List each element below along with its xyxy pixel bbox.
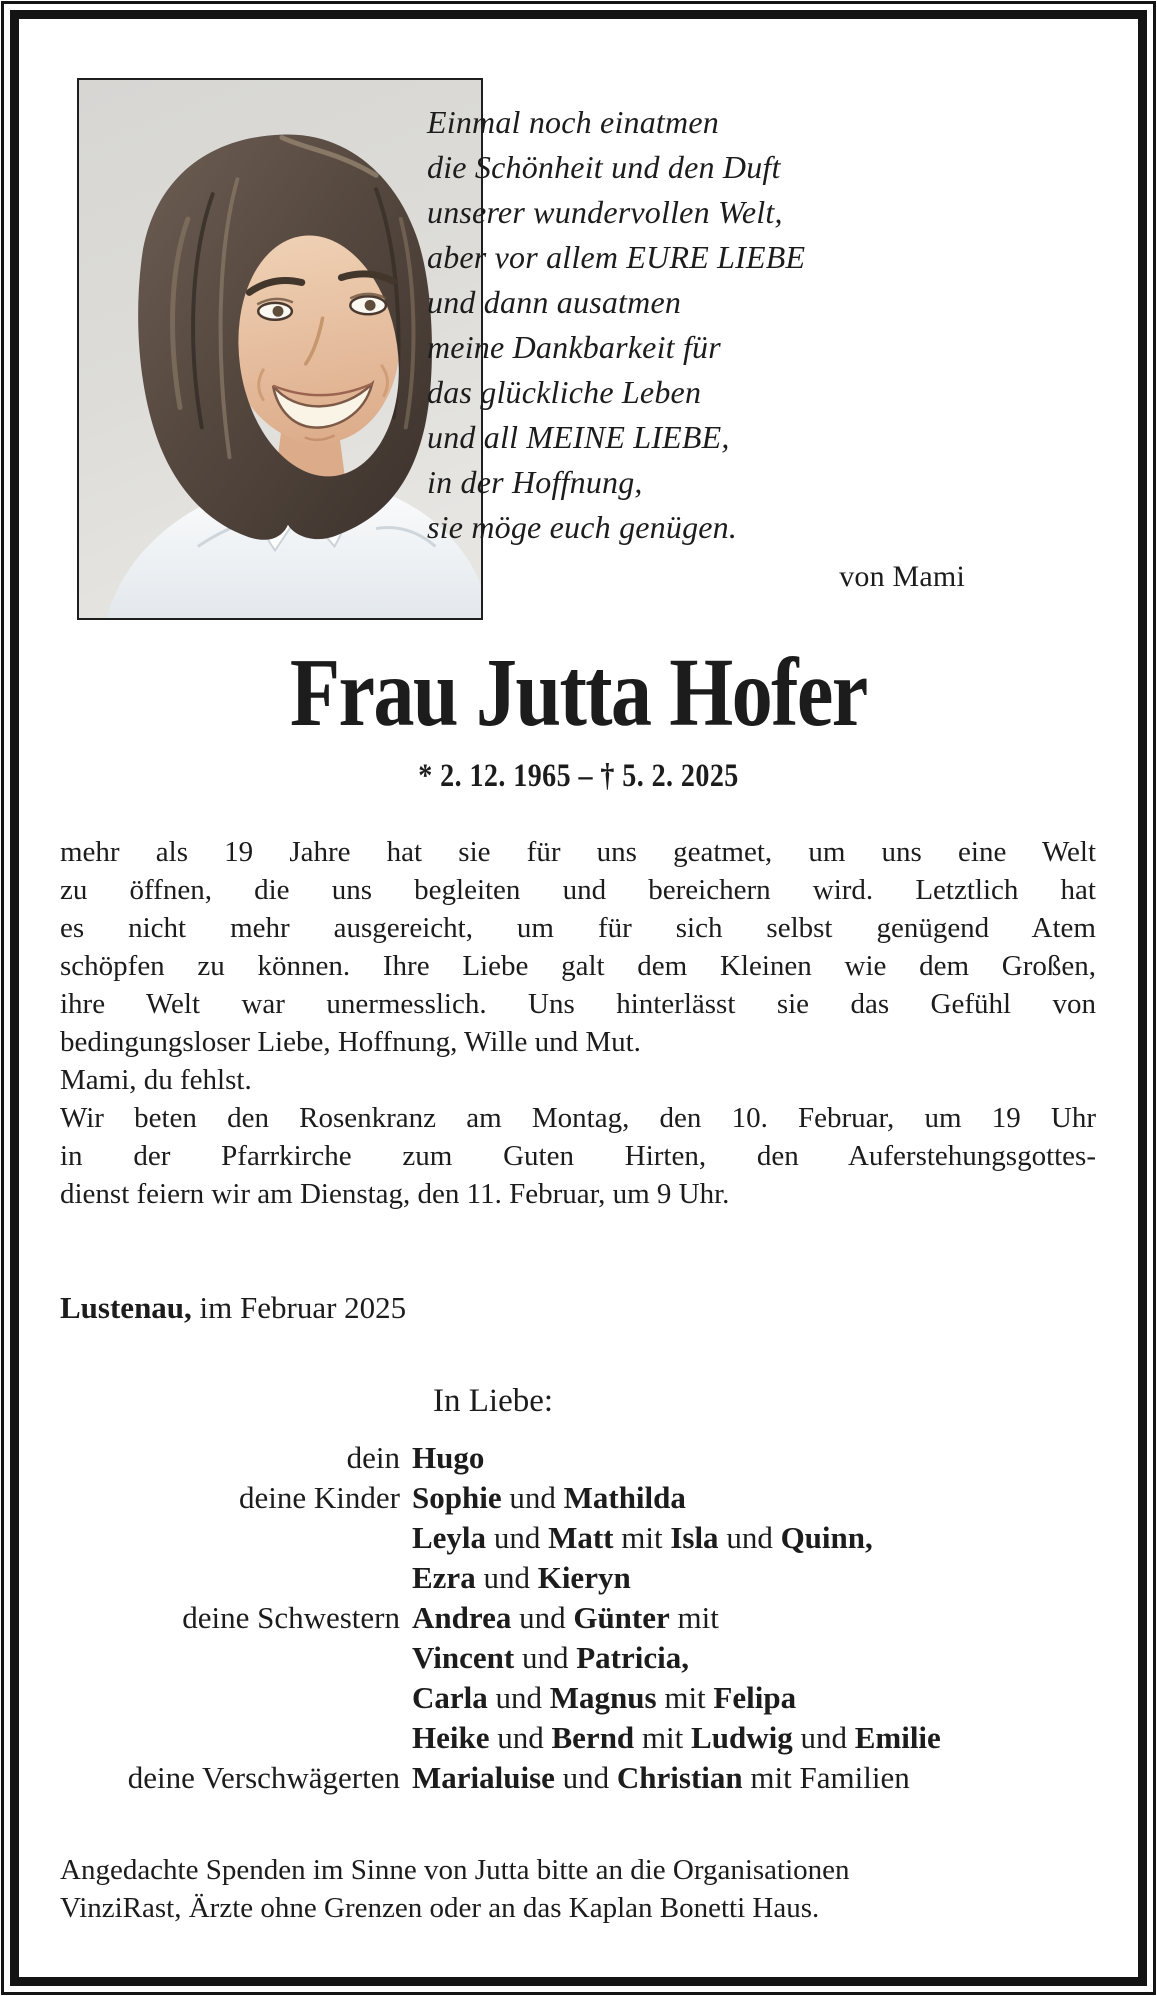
mourner-names bbox=[412, 1678, 1110, 1718]
relation-label bbox=[60, 1518, 400, 1558]
connector: und bbox=[501, 1480, 564, 1515]
hair bbox=[138, 134, 432, 539]
poem-line: die Schönheit und den Duft bbox=[427, 149, 781, 185]
mourner-names bbox=[412, 1438, 1110, 1478]
deceased-name: Frau Jutta Hofer bbox=[290, 639, 867, 747]
obituary-line: in der Pfarrkirche zum Guten Hirten, den Auferstehungsgottes- bbox=[60, 1140, 1096, 1172]
mourner-names bbox=[412, 1598, 1110, 1638]
mourner-name: Marialuise bbox=[412, 1760, 555, 1795]
connector: und bbox=[486, 1520, 549, 1555]
relation-label: deine Kinder bbox=[239, 1480, 400, 1515]
mourner-name: Ezra bbox=[412, 1560, 476, 1595]
connector: und bbox=[475, 1560, 538, 1595]
relation-label: deine Verschwägerten bbox=[127, 1760, 400, 1795]
connector: und bbox=[792, 1720, 855, 1755]
obituary-line: es nicht mehr ausgereicht, um für sich selbst genügend Atem bbox=[60, 912, 1096, 944]
mourner-names bbox=[412, 1518, 1110, 1558]
connector: und bbox=[487, 1680, 550, 1715]
poem-line: unserer wundervollen Welt, bbox=[427, 194, 783, 230]
donations-line: VinziRast, Ärzte ohne Grenzen oder an das Kaplan Bonetti Haus. bbox=[60, 1892, 820, 1924]
mourner-name: Heike bbox=[412, 1720, 490, 1755]
place-name: Lustenau, bbox=[60, 1290, 192, 1325]
portrait-photo bbox=[77, 78, 483, 620]
connector: mit bbox=[634, 1720, 692, 1755]
obituary-line: Mami, du fehlst. bbox=[60, 1064, 252, 1096]
mourner-name: Kieryn bbox=[537, 1560, 631, 1595]
connector: mit bbox=[613, 1520, 671, 1555]
mourner-row bbox=[60, 1438, 1110, 1478]
mourner-row bbox=[60, 1638, 1110, 1678]
mourner-name: Andrea bbox=[412, 1600, 512, 1635]
mourner-name: Christian bbox=[616, 1760, 743, 1795]
mourner-name: Carla bbox=[412, 1680, 488, 1715]
closing-heading: In Liebe: bbox=[433, 1383, 554, 1419]
obituary-line: Wir beten den Rosenkranz am Montag, den 10. Februar, um 19 Uhr bbox=[60, 1102, 1096, 1134]
portrait-illustration bbox=[79, 80, 481, 618]
mourner-name: Mathilda bbox=[563, 1480, 686, 1515]
relation-label bbox=[60, 1718, 400, 1758]
poem-line: meine Dankbarkeit für bbox=[427, 329, 721, 365]
relation-label: dein bbox=[346, 1440, 400, 1475]
connector: und bbox=[718, 1520, 781, 1555]
place-date: im Februar 2025 bbox=[191, 1290, 407, 1325]
mourner-names bbox=[412, 1718, 1110, 1758]
poem-line: sie möge euch genügen. bbox=[427, 509, 738, 545]
mourner-name: Magnus bbox=[549, 1680, 657, 1715]
mourner-name: Vincent bbox=[412, 1640, 515, 1675]
mourner-names bbox=[412, 1638, 1110, 1678]
connector: und bbox=[514, 1640, 577, 1675]
relation-label bbox=[60, 1558, 400, 1598]
poem-line: das glückliche Leben bbox=[427, 374, 702, 410]
mourner-name: Emilie bbox=[854, 1720, 941, 1755]
mourner-row bbox=[60, 1478, 1110, 1518]
mourner-row bbox=[60, 1598, 1110, 1638]
mourner-name: Patricia, bbox=[576, 1640, 689, 1675]
mourner-name: Matt bbox=[548, 1520, 614, 1555]
mourner-row bbox=[60, 1678, 1110, 1718]
mourner-row bbox=[60, 1718, 1110, 1758]
obituary-line: schöpfen zu können. Ihre Liebe galt dem Kleinen wie dem Großen, bbox=[60, 950, 1096, 982]
relation-label bbox=[60, 1638, 400, 1678]
mourner-name: Isla bbox=[670, 1520, 719, 1555]
poem-attribution: von Mami bbox=[839, 560, 965, 593]
connector: und bbox=[511, 1600, 574, 1635]
relation-label bbox=[60, 1678, 400, 1718]
memorial-poem bbox=[427, 100, 975, 599]
mourner-row bbox=[60, 1518, 1110, 1558]
mourner-names bbox=[412, 1758, 1110, 1798]
connector: und bbox=[489, 1720, 552, 1755]
relation-label: deine Schwestern bbox=[182, 1600, 400, 1635]
connector: mit bbox=[656, 1680, 714, 1715]
mourner-name: Sophie bbox=[412, 1480, 502, 1515]
poem-line: aber vor allem EURE LIEBE bbox=[427, 239, 806, 275]
mourner-row bbox=[60, 1758, 1110, 1798]
mourner-name: Günter bbox=[573, 1600, 670, 1635]
poem-line: und all MEINE LIEBE, bbox=[427, 419, 730, 455]
mourner-name: Leyla bbox=[412, 1520, 487, 1555]
mourner-name: Hugo bbox=[412, 1440, 485, 1475]
connector: und bbox=[554, 1760, 617, 1795]
life-dates: * 2. 12. 1965 – † 5. 2. 2025 bbox=[418, 758, 739, 794]
mourner-name: Ludwig bbox=[691, 1720, 793, 1755]
mourner-row bbox=[60, 1558, 1110, 1598]
obituary-line: dienst feiern wir am Dienstag, den 11. Februar, um 9 Uhr. bbox=[60, 1178, 730, 1210]
life-dates-block bbox=[0, 758, 1157, 795]
mourners-list bbox=[60, 1438, 1110, 1798]
mourner-name: Quinn, bbox=[780, 1520, 873, 1555]
donations-line: Angedachte Spenden im Sinne von Jutta bitte an die Organisationen bbox=[60, 1854, 850, 1886]
connector: mit bbox=[669, 1600, 719, 1635]
deceased-name-block bbox=[0, 639, 1157, 747]
connector: mit Familien bbox=[742, 1760, 910, 1795]
poem-line: Einmal noch einatmen bbox=[427, 104, 719, 140]
mourner-names bbox=[412, 1558, 1110, 1598]
mourner-name: Felipa bbox=[713, 1680, 797, 1715]
donations-note bbox=[60, 1851, 1096, 1927]
poem-line: in der Hoffnung, bbox=[427, 464, 643, 500]
obituary-line: bedingungsloser Liebe, Hoffnung, Wille und Mut. bbox=[60, 1026, 641, 1058]
mourner-names bbox=[412, 1478, 1110, 1518]
obituary-line: mehr als 19 Jahre hat sie für uns geatmet, um uns eine Welt bbox=[60, 836, 1096, 868]
place-date-line bbox=[60, 1290, 406, 1326]
mourner-name: Bernd bbox=[551, 1720, 635, 1755]
obituary-line: ihre Welt war unermesslich. Uns hinterlässt sie das Gefühl von bbox=[60, 988, 1096, 1020]
obituary-text bbox=[60, 833, 1096, 1213]
poem-line: und dann ausatmen bbox=[427, 284, 682, 320]
obituary-line: zu öffnen, die uns begleiten und bereichern wird. Letztlich hat bbox=[60, 874, 1096, 906]
